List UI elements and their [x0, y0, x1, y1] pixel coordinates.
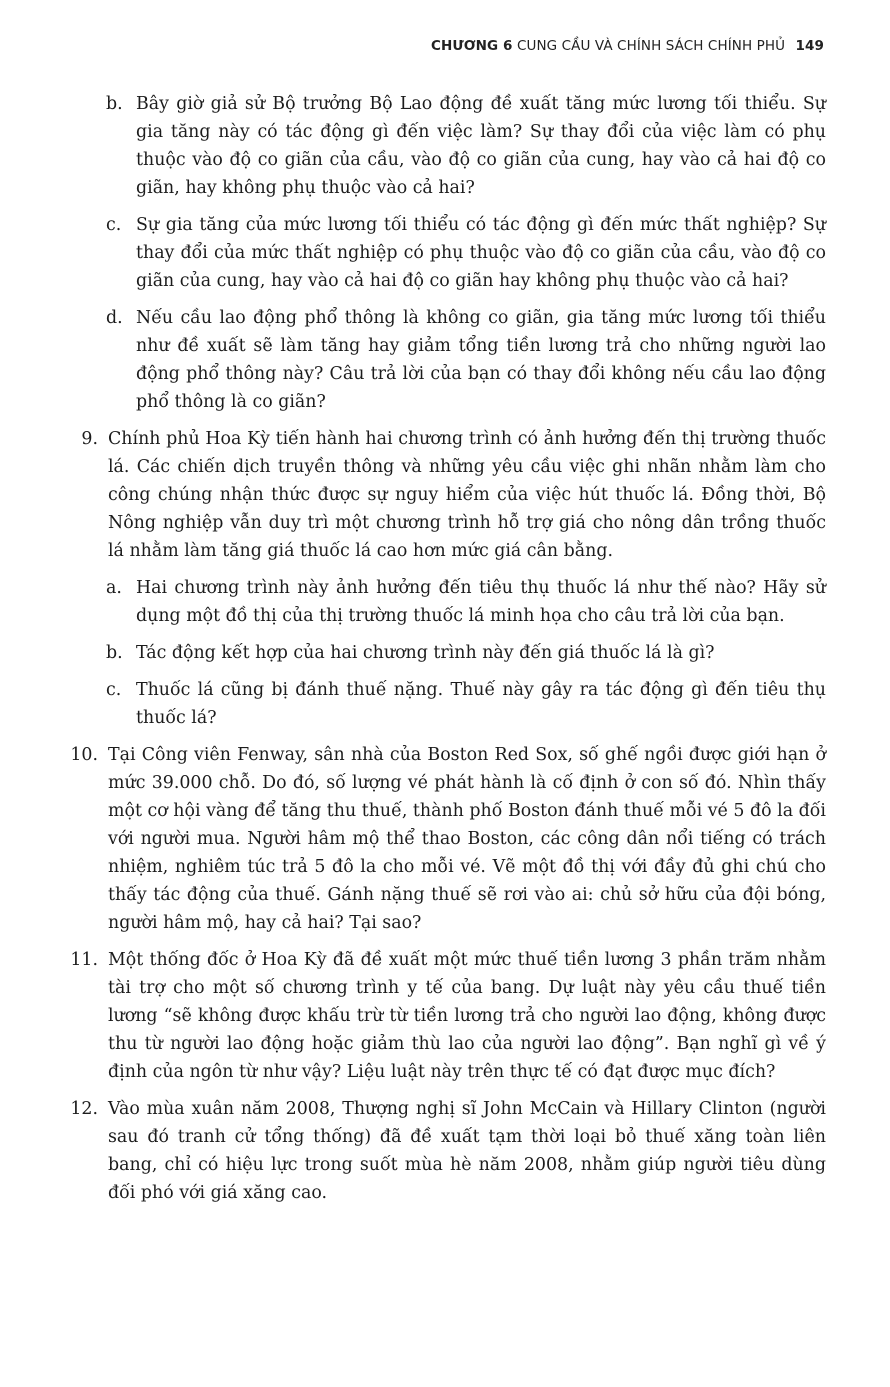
exercise-list	[62, 90, 826, 1216]
item-text: Chính phủ Hoa Kỳ tiến hành hai chương trình có ảnh hưởng đến thị trường thuốc lá. Các chiến dịch truyền thông và những yêu cầu việc ghi nhãn nhằm làm cho công chúng nhận thức được sự nguy hiểm của việc hút thuốc lá. Đồng thời, Bộ Nông nghiệp vẫn duy trì một chương trình hỗ trợ giá cho nông dân trồng thuốc lá nhằm làm tăng giá thuốc lá cao hơn mức giá cân bằng.	[108, 429, 826, 561]
running-head	[431, 38, 824, 54]
sub-question-b	[62, 90, 826, 202]
item-number: 12.	[70, 1099, 98, 1119]
sub-question-c	[62, 211, 826, 295]
item-text: Tại Công viên Fenway, sân nhà của Boston Red Sox, số ghế ngồi được giới hạn ở mức 39.000 chỗ. Do đó, số lượng vé phát hành là cố định ở con số đó. Nhìn thấy một cơ hội vàng để tăng thu thuế, thành phố Boston đánh thuế mỗi vé 5 đô la đối với người mua. Người hâm mộ thể thao Boston, các công dân nổi tiếng có trách nhiệm, nghiêm túc trả 5 đô la cho mỗi vé. Vẽ một đồ thị với đầy đủ ghi chú cho thấy tác động của thuế. Gánh nặng thuế sẽ rơi vào ai: chủ sở hữu của đội bóng, người hâm mộ, hay cả hai? Tại sao?	[108, 745, 826, 933]
chapter-number: CHƯƠNG 6	[430, 38, 513, 54]
sub-question-b	[62, 639, 826, 667]
item-label: c.	[106, 680, 122, 700]
item-number: 11.	[70, 950, 98, 970]
item-label: c.	[106, 215, 122, 235]
item-text: Vào mùa xuân năm 2008, Thượng nghị sĩ John McCain và Hillary Clinton (người sau đó tranh cử tổng thống) đã đề xuất tạm thời loại bỏ thuế xăng toàn liên bang, chỉ có hiệu lực trong suốt mùa hè năm 2008, nhằm giúp người tiêu dùng đối phó với giá xăng cao.	[108, 1099, 826, 1203]
item-label: b.	[106, 643, 123, 663]
question-11	[62, 946, 826, 1086]
item-label: a.	[106, 578, 122, 598]
item-text: Sự gia tăng của mức lương tối thiểu có tác động gì đến mức thất nghiệp? Sự thay đổi của mức thất nghiệp có phụ thuộc vào độ co giãn của cầu, vào độ co giãn của cung, hay vào cả hai độ co giãn hay không phụ thuộc vào cả hai?	[136, 215, 826, 291]
chapter-title: CUNG CẦU VÀ CHÍNH SÁCH CHÍNH PHỦ	[516, 38, 786, 54]
item-text: Một thống đốc ở Hoa Kỳ đã đề xuất một mức thuế tiền lương 3 phần trăm nhằm tài trợ cho một số chương trình y tế của bang. Dự luật này yêu cầu thuế tiền lương “sẽ không được khấu trừ từ tiền lương trả cho người lao động, không được thu từ người lao động hoặc giảm thù lao của người lao động”. Bạn nghĩ gì về ý định của ngôn từ như vậy? Liệu luật này trên thực tế có đạt được mục đích?	[108, 950, 826, 1082]
item-text: Tác động kết hợp của hai chương trình này đến giá thuốc lá là gì?	[136, 643, 715, 663]
item-text: Bây giờ giả sử Bộ trưởng Bộ Lao động đề xuất tăng mức lương tối thiểu. Sự gia tăng này có tác động gì đến việc làm? Sự thay đổi của việc làm có phụ thuộc vào độ co giãn của cầu, vào độ co giãn của cung, hay vào cả hai độ co giãn, hay không phụ thuộc vào cả hai?	[136, 94, 826, 198]
page-number: 149	[795, 38, 824, 54]
item-label: b.	[106, 94, 123, 114]
question-10	[62, 741, 826, 937]
item-number: 10.	[70, 745, 98, 765]
question-9	[62, 425, 826, 565]
item-text: Nếu cầu lao động phổ thông là không co giãn, gia tăng mức lương tối thiểu như đề xuất sẽ làm tăng hay giảm tổng tiền lương trả cho những người lao động phổ thông này? Câu trả lời của bạn có thay đổi không nếu cầu lao động phổ thông là co giãn?	[136, 308, 826, 412]
item-text: Hai chương trình này ảnh hưởng đến tiêu thụ thuốc lá như thế nào? Hãy sử dụng một đồ thị của thị trường thuốc lá minh họa cho câu trả lời của bạn.	[136, 578, 826, 626]
item-number: 9.	[81, 429, 98, 449]
item-text: Thuốc lá cũng bị đánh thuế nặng. Thuế này gây ra tác động gì đến tiêu thụ thuốc lá?	[136, 680, 826, 728]
sub-question-d	[62, 304, 826, 416]
sub-question-c	[62, 676, 826, 732]
sub-question-a	[62, 574, 826, 630]
item-label: d.	[106, 308, 123, 328]
question-12	[62, 1095, 826, 1207]
